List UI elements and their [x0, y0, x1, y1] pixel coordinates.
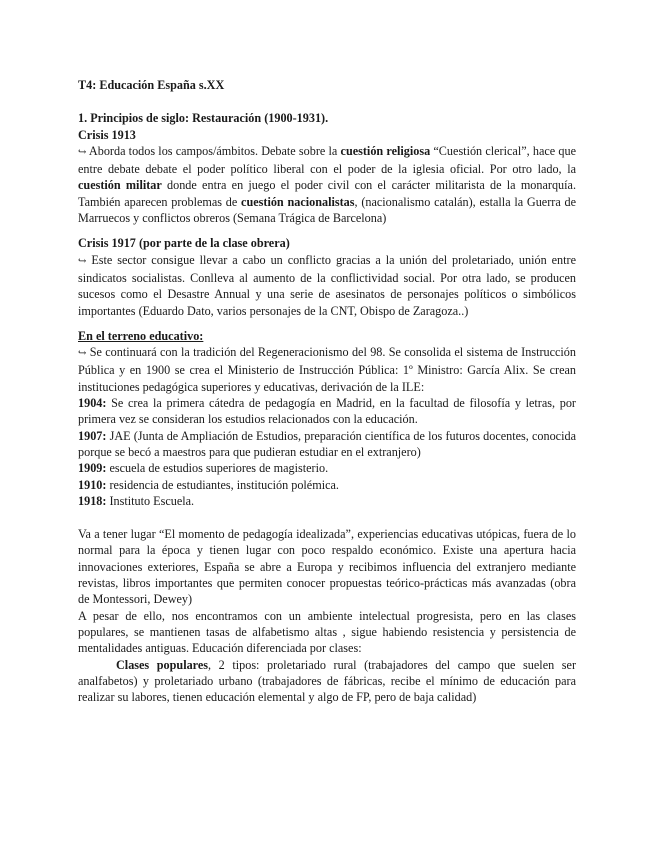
timeline-text: escuela de estudios superiores de magisterio.: [106, 461, 329, 476]
text-span: “Cuestión clerical”, hace que entre debate debate el poder político liberal con el poder de la iglesia oficial. Por otro lado, la: [78, 143, 576, 177]
timeline-year: 1907:: [78, 428, 107, 443]
cuestion-militar-term: cuestión militar: [78, 178, 162, 193]
terreno-educativo-heading: En el terreno educativo:: [78, 328, 204, 343]
cuestion-religiosa-term: cuestión religiosa: [340, 143, 431, 158]
timeline-text: Se crea la primera cátedra de pedagogía en Madrid, en la facultad de filosofía y letras, por primera vez se consideran los estudios relacionados con la educación.: [78, 396, 576, 427]
pedagogia-paragraph: Va a tener lugar “El momento de pedagogía idealizada”, experiencias educativas utópicas, fuera de lo normal para la época y tienen lugar con poco respaldo económico. Existe una apertura hacia innovaciones exteriores, España se abre a Europa y recibimos influencia del extranjero mediante revistas, libros importantes que permiten conocer propuestas teórico-prácticas más avanzadas (obra de Montessori, Dewey): [78, 527, 576, 607]
timeline-year: 1909:: [78, 461, 107, 476]
crisis-1917-paragraph: [78, 252, 576, 319]
timeline-text: Instituto Escuela.: [106, 493, 195, 508]
text-span: Este sector consigue llevar a cabo un conflicto gracias a la unión del proletariado, unión entre sindicatos socialistas. Conlleva al aumento de la conflictividad social. Por otra lado, se producen sucesos como el Desastre Annual y una serie de asesinatos de personajes políticos o simbólicos importantes (Eduardo Dato, varios personajes de la CNT, Obispo de Zaragoza..): [78, 252, 576, 318]
arrow-icon: ↪: [78, 255, 87, 267]
timeline-year: 1918:: [78, 493, 107, 508]
crisis-1917-heading: Crisis 1917 (por parte de la clase obrera): [78, 236, 290, 251]
timeline-item: [78, 460, 576, 476]
document-body: [78, 77, 576, 705]
timeline-text: residencia de estudiantes, institución polémica.: [106, 477, 339, 492]
spacer: [78, 319, 576, 328]
document-title: T4: Educación España s.XX: [78, 78, 225, 92]
timeline-item: [78, 493, 576, 509]
arrow-icon: ↪: [78, 146, 87, 158]
text-span: , 2 tipos: proletariado rural (trabajadores del campo que suelen ser analfabetos) y proletariado urbano (trabajadores de fábricas, recibe el mínimo de educación para realizar su labores, tienen educación elemental y algo de FP, pero de baja calidad): [78, 657, 576, 705]
spacer: [78, 93, 576, 110]
timeline-year: 1910:: [78, 477, 107, 492]
spacer: [78, 226, 576, 235]
crisis-1913-paragraph: [78, 143, 576, 226]
text-span: Se continuará con la tradición del Regeneracionismo del 98. Se consolida el sistema de Instrucción Pública y en 1900 se crea el Ministerio de Instrucción Pública: 1º Ministro: García Alix. Se crean instituciones pedagógica superiores y educativas, derivación de la ILE:: [78, 345, 576, 394]
timeline-item: [78, 395, 576, 428]
arrow-icon: ↪: [78, 348, 87, 360]
timeline-year: 1904:: [78, 396, 107, 411]
clases-populares-label: Clases populares: [116, 657, 209, 672]
text-span: Aborda todos los campos/ámbitos. Debate sobre la: [86, 143, 341, 158]
terreno-educativo-intro: [78, 344, 576, 395]
timeline-text: JAE (Junta de Ampliación de Estudios, preparación científica de los futuros docentes, conocida porque se becó a maestros para que pudieran estudiar en el extranjero): [78, 428, 576, 459]
clases-populares-paragraph: [78, 657, 576, 706]
timeline-item: [78, 477, 576, 493]
spacer: [78, 509, 576, 526]
ambiente-paragraph: A pesar de ello, nos encontramos con un ambiente intelectual progresista, pero en las clases populares, se mantienen tasas de alfabetismo altas , sigue habiendo resistencia y persistencia de mentalidades antiguas. Educación diferenciada por clases:: [78, 608, 576, 656]
cuestion-nacionalistas-term: cuestión nacionalistas: [241, 194, 355, 209]
timeline-item: [78, 428, 576, 461]
text-span: , (nacionalismo catalán), estalla la Guerra de Marruecos y conflictos obreros (Semana Trágica de Barcelona): [78, 194, 576, 226]
crisis-1913-heading: Crisis 1913: [78, 127, 136, 142]
text-span: donde entra en juego el poder civil con el carácter militarista de la monarquía. También aparecen problemas de: [78, 178, 576, 209]
section-heading: 1. Principios de siglo: Restauración (1900-1931).: [78, 111, 329, 126]
